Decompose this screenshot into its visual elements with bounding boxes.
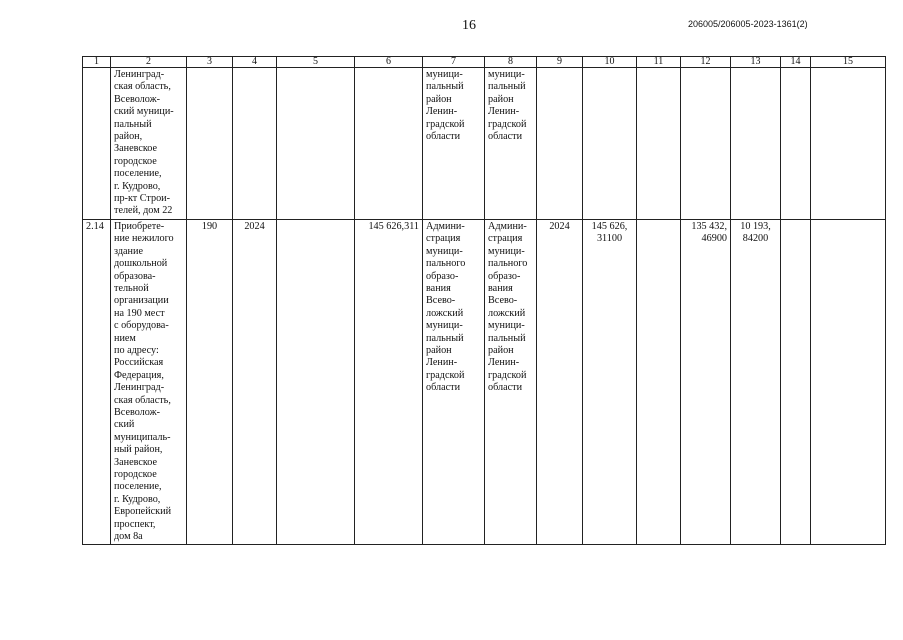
cell-number bbox=[83, 68, 111, 220]
column-header-row bbox=[83, 57, 886, 68]
cell-federal-budget: 135 432, 46900 bbox=[681, 219, 731, 545]
cell-empty bbox=[537, 68, 583, 220]
cell-object-address: Ленинград- ская область, Всеволож- ский муници- пальный район, Заневское городское поселение, г. Кудрово, пр-кт Строи- телей, дом 22 bbox=[111, 68, 187, 220]
cell-total-cost: 145 626,311 bbox=[355, 219, 423, 545]
cell-financing-total: 145 626, 31100 bbox=[583, 219, 637, 545]
cell-empty bbox=[355, 68, 423, 220]
col-header: 1 bbox=[83, 57, 111, 68]
col-header: 3 bbox=[187, 57, 233, 68]
col-header: 15 bbox=[811, 57, 886, 68]
col-header: 12 bbox=[681, 57, 731, 68]
col-header: 6 bbox=[355, 57, 423, 68]
cell-empty bbox=[233, 68, 277, 220]
cell-regional-budget: 10 193, 84200 bbox=[731, 219, 781, 545]
cell-empty bbox=[583, 68, 637, 220]
cell-empty bbox=[781, 68, 811, 220]
col-header: 8 bbox=[485, 57, 537, 68]
investment-table bbox=[82, 56, 886, 545]
cell-year: 2024 bbox=[233, 219, 277, 545]
document-id: 206005/206005-2023-1361(2) bbox=[688, 19, 808, 29]
cell-empty bbox=[731, 68, 781, 220]
cell-empty bbox=[681, 68, 731, 220]
cell-empty bbox=[781, 219, 811, 545]
col-header: 5 bbox=[277, 57, 355, 68]
cell-empty bbox=[277, 219, 355, 545]
cell-year-financing: 2024 bbox=[537, 219, 583, 545]
cell-empty bbox=[277, 68, 355, 220]
col-header: 2 bbox=[111, 57, 187, 68]
cell-empty bbox=[811, 68, 886, 220]
cell-empty bbox=[187, 68, 233, 220]
col-header: 10 bbox=[583, 57, 637, 68]
table-row-2-14 bbox=[83, 219, 886, 545]
cell-recipient: муници- пальный район Ленин- градской области bbox=[485, 68, 537, 220]
cell-number: 2.14 bbox=[83, 219, 111, 545]
cell-recipient: Админи- страция муници- пального образо- вания Всево- ложский муници- пальный район Ленин- градской области bbox=[485, 219, 537, 545]
cell-object-description: Приобрете- ние нежилого здание дошкольной образова- тельной организации на 190 мест с оборудова- нием по адресу: Российская Федерация, Ленинград- ская область, Всеволож- ский муниципаль- ный район, Заневское городское поселение, г. Кудрово, Европейский проспект, дом 8а bbox=[111, 219, 187, 545]
col-header: 9 bbox=[537, 57, 583, 68]
col-header: 4 bbox=[233, 57, 277, 68]
col-header: 14 bbox=[781, 57, 811, 68]
cell-capacity: 190 bbox=[187, 219, 233, 545]
cell-customer: Админи- страция муници- пального образо- вания Всево- ложский муници- пальный район Ленин- градской области bbox=[423, 219, 485, 545]
col-header: 13 bbox=[731, 57, 781, 68]
page-number: 16 bbox=[462, 18, 476, 33]
col-header: 11 bbox=[637, 57, 681, 68]
cell-empty bbox=[637, 219, 681, 545]
cell-empty bbox=[637, 68, 681, 220]
cell-customer: муници- пальный район Ленин- градской области bbox=[423, 68, 485, 220]
col-header: 7 bbox=[423, 57, 485, 68]
cell-empty bbox=[811, 219, 886, 545]
table-row-continued bbox=[83, 68, 886, 220]
